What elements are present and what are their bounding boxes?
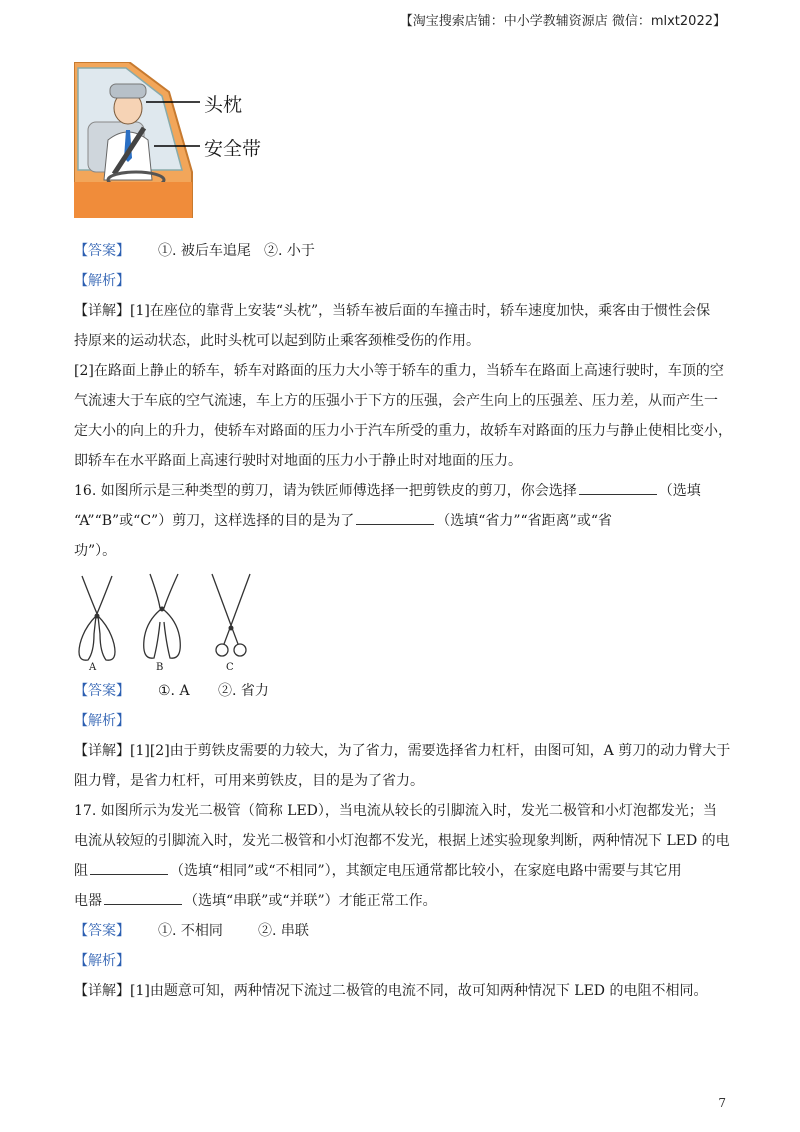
q15-answer-row [74,236,728,266]
scissor-label-a: A [89,662,97,673]
q17-text: 电器 [74,893,102,909]
answer-blank [90,860,168,875]
q16-answer-2: ②. 省力 [218,683,269,699]
q16-text: 16. 如图所示是三种类型的剪刀，请为铁匠师傅选择一把剪铁皮的剪刀，你会选择 [74,483,577,499]
q15-detail-line: 定大小的向上的升力，使轿车对路面的压力小于汽车所受的重力，故轿车对路面的压力与静止使相比变小， [74,423,732,439]
scissors-figure [74,572,274,672]
answer-tag: 【答案】 [74,683,130,699]
q16-question-line: 功”）。 [74,543,117,559]
q16-text: （选填“省力”“省距离”或“省 [436,513,612,529]
q17-text: （选填“相同”或“不相同”），其额定电压通常都比较小，在家庭电路中需要与其它用 [170,863,682,879]
q17-detail-line: 【详解】[1]由题意可知，两种情况下流过二极管的电流不同，故可知两种情况下 LED 的电阻不相同。 [74,983,708,999]
q16-text: “A”“B”或“C”）剪刀，这样选择的目的是为了 [74,513,355,529]
page-content [74,62,732,1006]
q15-detail-line: [2]在路面上静止的轿车，轿车对路面的压力大小等于轿车的重力，当轿车在路面上高速行驶时，车顶的空 [74,363,724,379]
page-number: 7 [718,1096,726,1110]
q17-text: （选填“串联”或“并联”）才能正常工作。 [184,893,437,909]
q15-detail-line: 持原来的运动状态，此时头枕可以起到防止乘客颈椎受伤的作用。 [74,333,480,349]
q17-answer-2: ②. 串联 [258,923,309,939]
q16-answer-1: ①. A [158,683,190,699]
q15-detail-line: 【详解】[1]在座位的靠背上安装“头枕”，当轿车被后面的车撞击时，轿车速度加快，乘客由于惯性会保 [74,303,711,319]
answer-blank [104,890,182,905]
analysis-tag: 【解析】 [74,273,130,289]
car-figure [74,62,374,220]
answer-tag: 【答案】 [74,243,130,259]
analysis-tag: 【解析】 [74,713,130,729]
page-header: 【淘宝搜索店铺：中小学教辅资源店 微信：mlxt2022】 [399,14,726,29]
q17-question-line [74,886,728,916]
label-headrest: 头枕 [204,94,243,116]
q15-detail-line: 即轿车在水平路面上高速行驶时对地面的压力小于静止时对地面的压力。 [74,453,522,469]
answer-blank [356,510,434,525]
q17-question-line: 电流从较短的引脚流入时，发光二极管和小灯泡都不发光，根据上述实验现象判断，两种情况下 LED 的电 [74,833,730,849]
analysis-tag: 【解析】 [74,953,130,969]
q15-detail-line: 气流速大于车底的空气流速，车上方的压强小于下方的压强，会产生向上的压强差、压力差，从而产生一 [74,393,718,409]
scissor-label-b: B [156,662,164,673]
q16-question-line [74,506,728,536]
q17-question-line [74,856,728,886]
scissors-illustration [74,572,274,672]
answer-tag: 【答案】 [74,923,130,939]
label-seatbelt: 安全带 [204,138,262,160]
q17-question-line: 17. 如图所示为发光二极管（简称 LED），当电流从较长的引脚流入时，发光二极管和小灯泡都发光；当 [74,803,717,819]
q17-text: 阻 [74,863,88,879]
answer-blank [579,480,657,495]
q16-detail-line: 阻力臂，是省力杠杆，可用来剪铁皮，目的是为了省力。 [74,773,424,789]
q15-answer-2: ②. 小于 [264,243,315,259]
q16-text: （选填 [658,483,701,499]
scissor-label-c: C [226,662,234,673]
q17-answer-1: ①. 不相同 [158,923,223,939]
q16-detail-line: 【详解】[1][2]由于剪铁皮需要的力较大，为了省力，需要选择省力杠杆，由图可知，A 剪刀的动力臂大于 [74,743,731,759]
q16-question-line [74,476,728,506]
q15-answer-1: ①. 被后车追尾 [158,243,251,259]
q16-answer-row [74,676,728,706]
q17-answer-row [74,916,728,946]
